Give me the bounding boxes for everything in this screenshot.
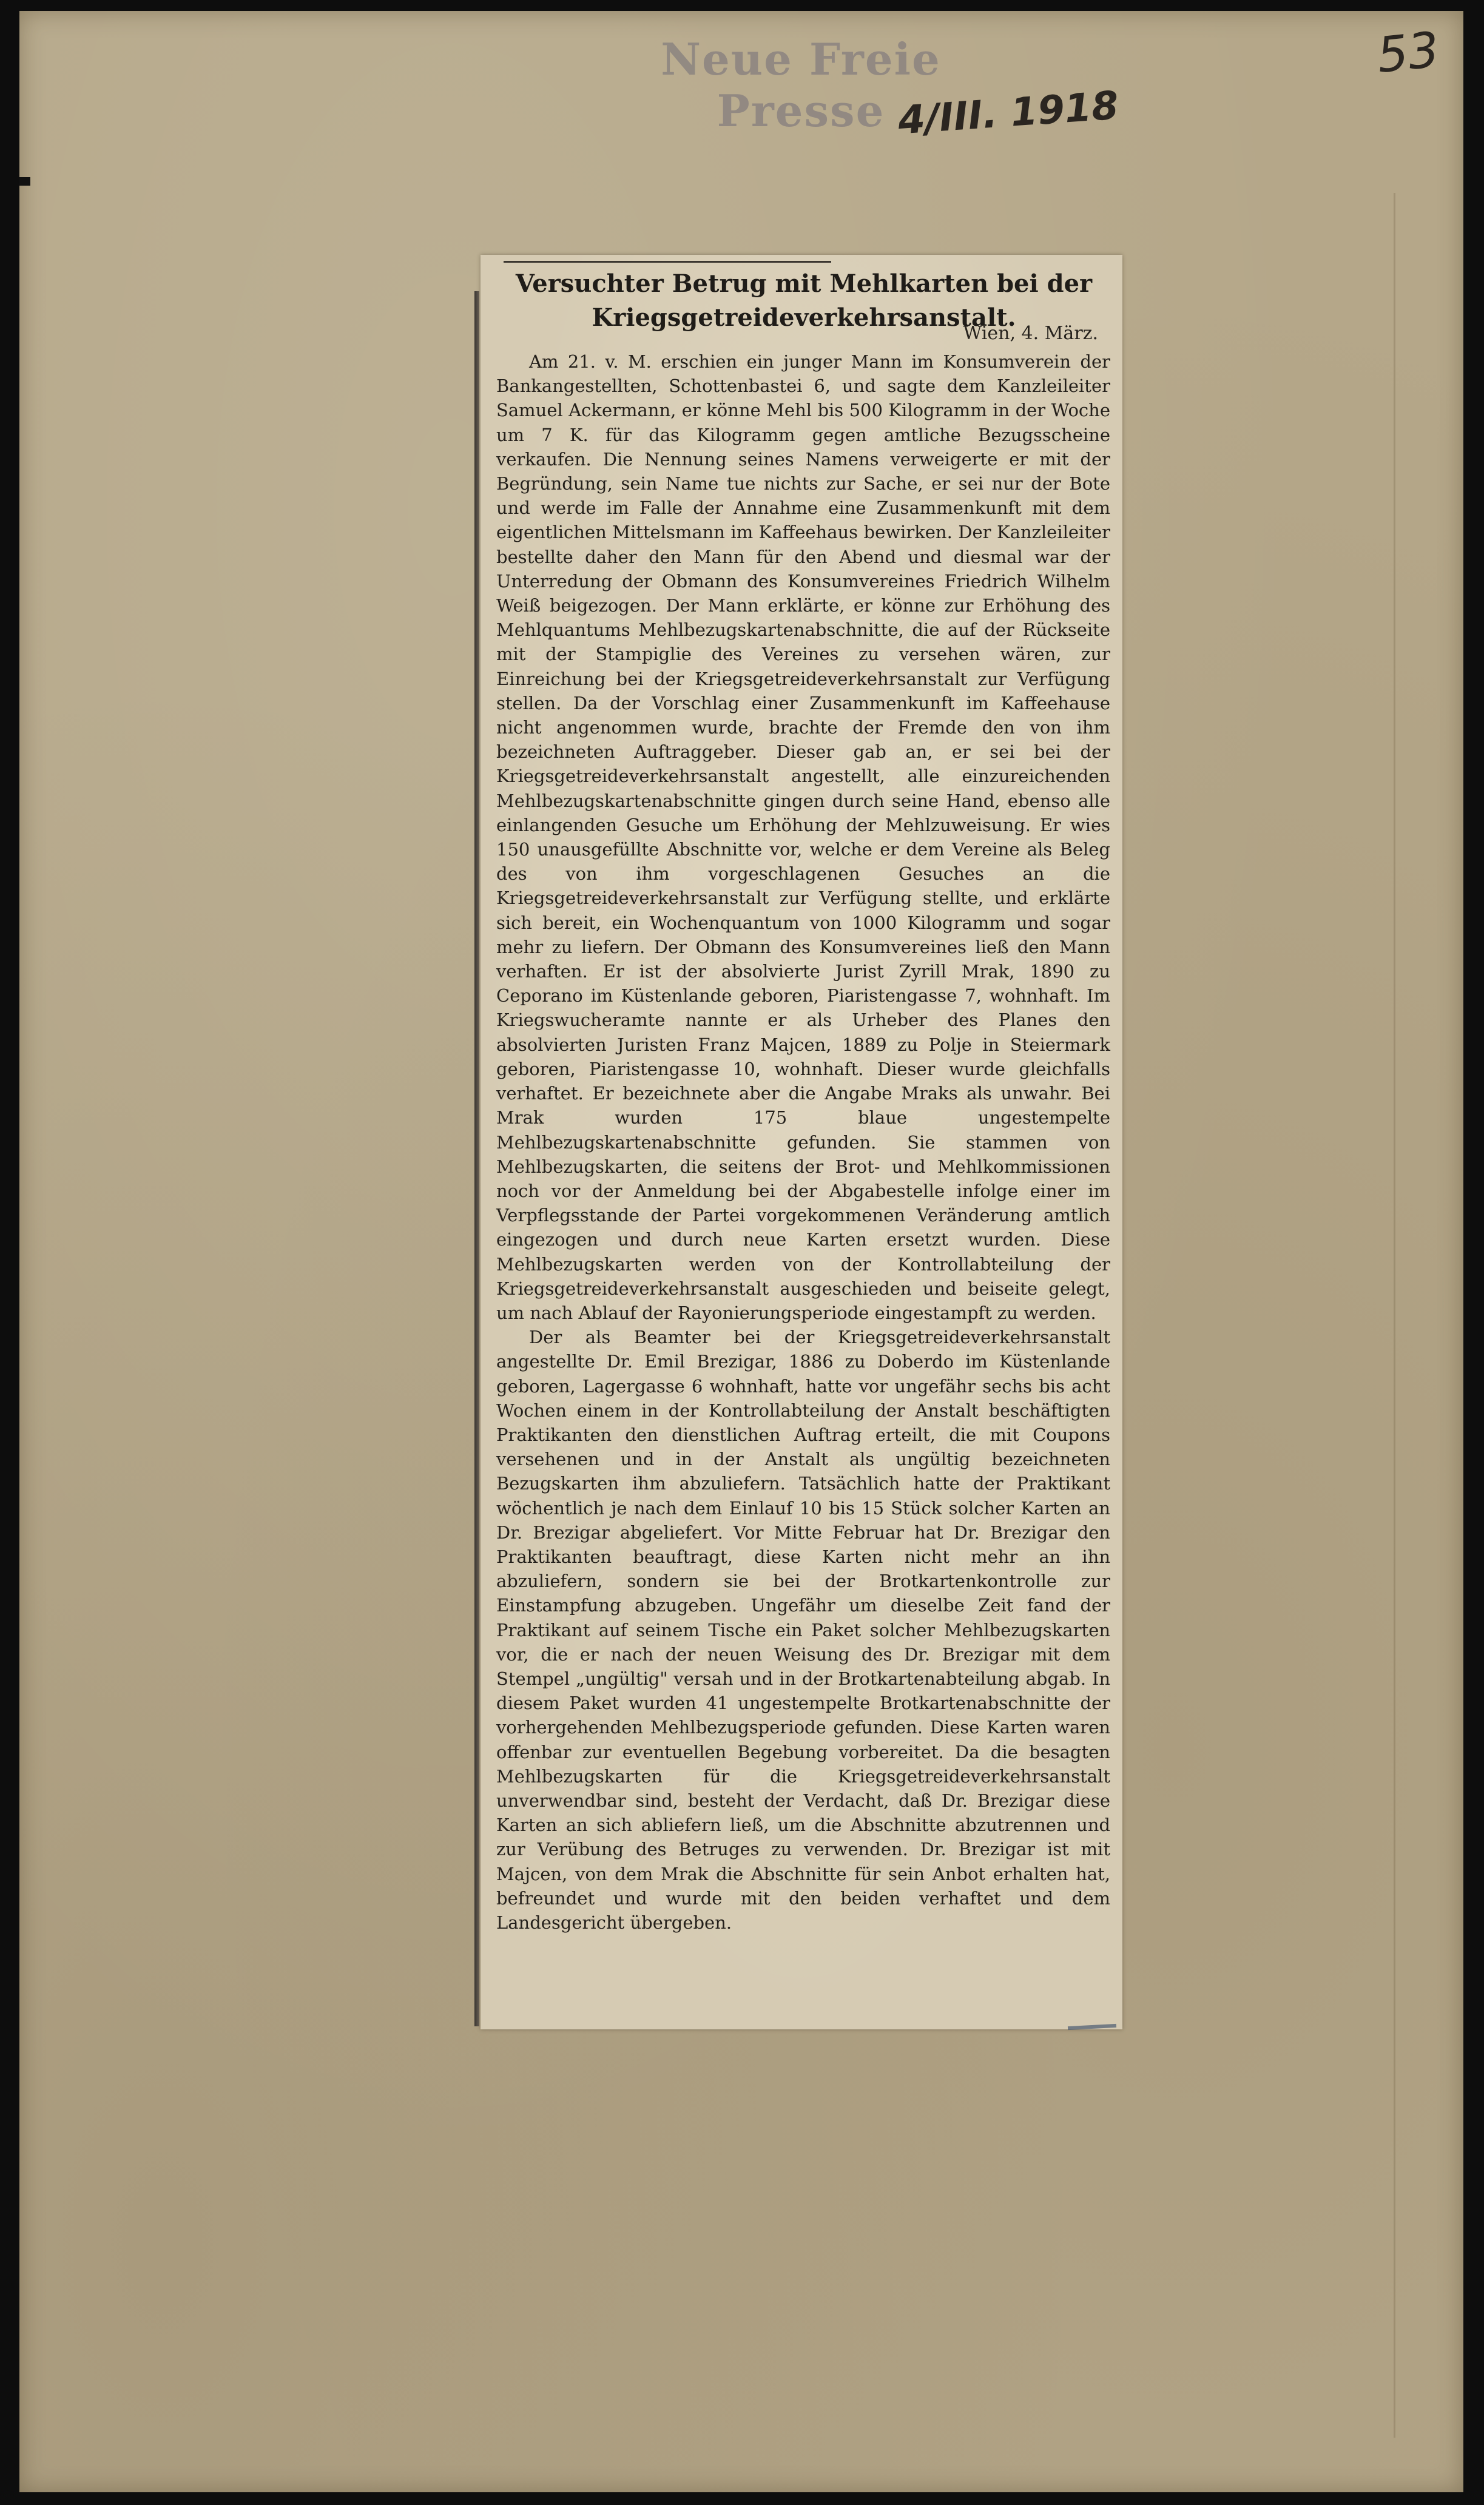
handwritten-date: 4/III. 1918	[896, 83, 1121, 144]
article-dateline: Wien, 4. März.	[963, 323, 1098, 344]
article-headline: Versuchter Betrug mit Mehlkarten bei der Kriegsgetreideverkehrsanstalt.	[515, 269, 1093, 332]
handwritten-page-number: 53	[1374, 21, 1442, 84]
article-paragraph: Der als Beamter bei der Kriegsgetreideverkehrsanstalt angestellte Dr. Emil Brezigar, 1886 zu Doberdo im Küstenlande geboren, Lagergasse 6 wohnhaft, hatte vor ungefähr sechs bis acht Wochen einem in der Kontrollabteilung der Anstalt beschäftigten Praktikanten den dienstlichen Auftrag erteilt, die mit Coupons versehenen und in der Anstalt als ungültig bezeichneten Bezugskarten ihm abzuliefern. Tatsächlich hatte der Praktikant wöchentlich je nach dem Einlauf 10 bis 15 Stück solcher Karten an Dr. Brezigar abgeliefert. Vor Mitte Februar hat Dr. Brezigar den Praktikanten beauftragt, diese Karten nicht mehr an ihn abzuliefern, sondern sie bei der Brotkartenkontrolle zur Einstampfung abzugeben. Ungefähr um dieselbe Zeit fand der Praktikant auf seinem Tische ein Paket solcher Mehlbezugskarten vor, die er nach der neuen Weisung des Dr. Brezigar mit dem Stempel „ungültig" versah und in der Brotkartenabteilung abgab. In diesem Paket wurden 41 ungestempelte Brotkartenabschnitte der vorhergehenden Mehlbezugsperiode gefunden. Diese Karten waren offenbar zur eventuellen Begebung vorbereitet. Da die besagten Mehlbezugskarten für die Kriegsgetreideverkehrsanstalt unverwendbar sind, besteht der Verdacht, daß Dr. Brezigar diese Karten an sich abliefern ließ, um die Abschnitte abzutrennen und zur Verübung des Betruges zu verwenden. Dr. Brezigar ist mit Majcen, von dem Mrak die Abschnitte für sein Anbot erhalten hat, befreundet und wurde mit den beiden verhaftet und dem Landesgericht übergeben.	[496, 1327, 1110, 1933]
article-paragraph: Am 21. v. M. erschien ein junger Mann im Konsumverein der Bankangestellten, Schottenbastei 6, und sagte dem Kanzleileiter Samuel Ackermann, er könne Mehl bis 500 Kilogramm in der Woche um 7 K. für das Kilogramm gegen amtliche Bezugsscheine verkaufen. Die Nennung seines Namens verweigerte er mit der Begründung, sein Name tue nichts zur Sache, er sei nur der Bote und werde im Falle der Annahme eine Zusammenkunft mit dem eigentlichen Mittelsmann im Kaffeehaus bewirken. Der Kanzleileiter bestellte daher den Mann für den Abend und diesmal war der Unterredung der Obmann des Konsumvereines Friedrich Wilhelm Weiß beigezogen. Der Mann erklärte, er könne zur Erhöhung des Mehlquantums Mehlbezugskartenabschnitte, die auf der Rückseite mit der Stampiglie des Vereines zu versehen wären, zur Einreichung bei der Kriegsgetreideverkehrsanstalt zur Verfügung stellen. Da der Vorschlag einer Zusammenkunft im Kaffeehause nicht angenommen wurde, brachte der Fremde den von ihm bezeichneten Auftraggeber. Dieser gab an, er sei bei der Kriegsgetreideverkehrsanstalt angestellt, alle einzureichenden Mehlbezugskartenabschnitte gingen durch seine Hand, ebenso alle einlangenden Gesuche um Erhöhung der Mehlzuweisung. Er wies 150 unausgefüllte Abschnitte vor, welche er dem Vereine als Beleg des von ihm vorgeschlagenen Gesuches an die Kriegsgetreideverkehrsanstalt zur Verfügung stellte, und erklärte sich bereit, ein Wochenquantum von 1000 Kilogramm und sogar mehr zu liefern. Der Obmann des Konsumvereines ließ den Mann verhaften. Er ist der absolvierte Jurist Zyrill Mrak, 1890 zu Ceporano im Küstenlande geboren, Piaristengasse 7, wohnhaft. Im Kriegswucheramte nannte er als Urheber des Planes den absolvierten Juristen Franz Majcen, 1889 zu Polje in Steiermark geboren, Piaristengasse 10, wohnhaft. Dieser wurde gleichfalls verhaftet. Er bezeichnete aber die Angabe Mraks als unwahr. Bei Mrak wurden 175 blaue ungestempelte Mehlbezugskartenabschnitte gefunden. Sie stammen von Mehlbezugskarten, die seitens der Brot- und Mehlkommissionen noch vor der Anmeldung bei der Abgabestelle infolge einer im Verpflegsstande der Partei vorgekommenen Veränderung amtlich eingezogen und durch neue Karten ersetzt wurden. Diese Mehlbezugskarten werden von der Kontrollabteilung der Kriegsgetreideverkehrsanstalt ausgeschieden und beiseite gelegt, um nach Ablauf der Rayonierungsperiode eingestampft zu werden.	[496, 351, 1110, 1323]
clipping-shadow-edge	[474, 291, 479, 2026]
article-body	[496, 349, 1110, 1935]
edge-mark	[19, 177, 30, 186]
newspaper-stamp: Neue Freie Presse	[661, 33, 941, 137]
sheet-fold-line	[1394, 193, 1395, 2438]
headline-rule	[504, 261, 831, 263]
